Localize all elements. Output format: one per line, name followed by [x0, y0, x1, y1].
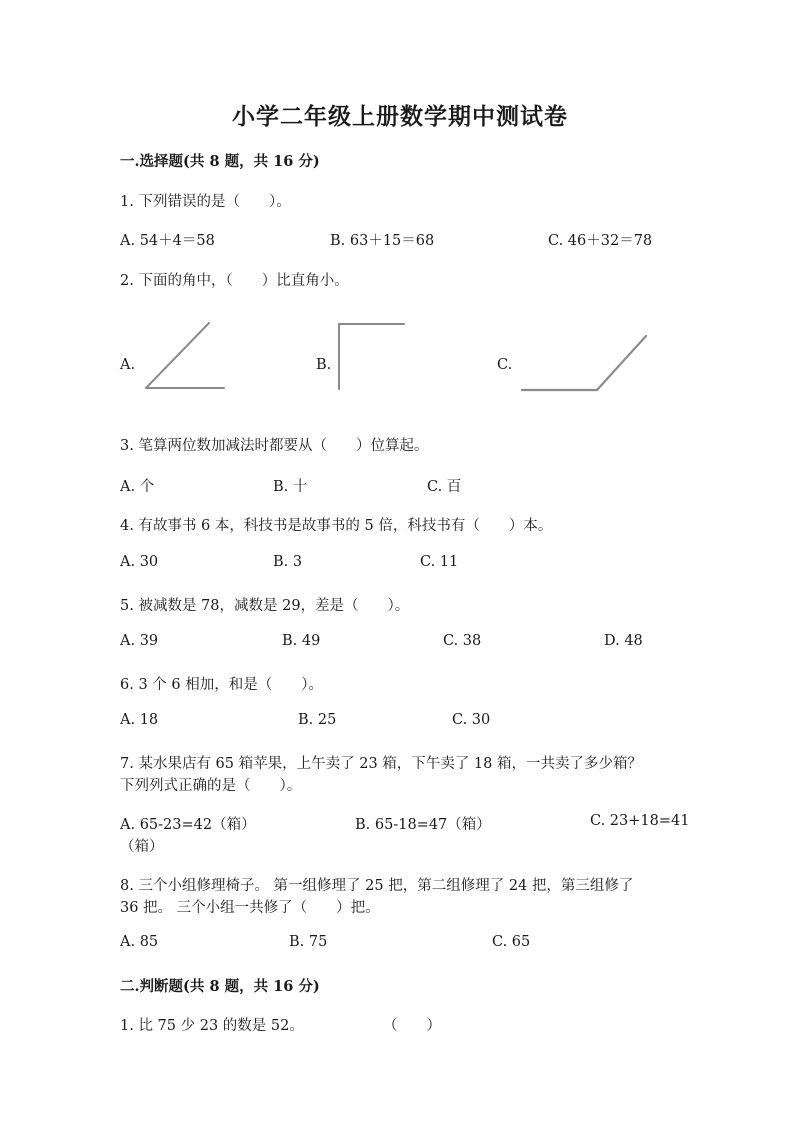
judgement-1-answer-blank: （ ） — [383, 1018, 441, 1034]
acute-angle-figure — [146, 323, 224, 388]
question-3-option-a: A. 个 — [120, 479, 155, 495]
page-title: 小学二年级上册数学期中测试卷 — [232, 103, 568, 130]
question-3-option-c: C. 百 — [427, 479, 462, 495]
question-2-option-c: C. — [497, 357, 513, 373]
obtuse-angle-figure — [522, 336, 646, 390]
question-2-option-b: B. — [316, 357, 332, 373]
question-8-option-c: C. 65 — [492, 934, 531, 950]
question-2-stem: 2. 下面的角中，（ ）比直角小。 — [120, 273, 349, 289]
question-8-option-a: A. 85 — [120, 934, 159, 950]
question-5-stem: 5. 被减数是 78，减数是 29，差是（ ）。 — [120, 598, 410, 614]
question-4-option-b: B. 3 — [273, 554, 303, 570]
question-4-option-a: A. 30 — [120, 554, 159, 570]
question-1-option-a: A. 54＋4＝58 — [120, 233, 215, 249]
question-7-option-a: A. 65-23=42（箱） — [120, 817, 256, 833]
question-8-option-b: B. 75 — [289, 934, 328, 950]
section-heading-judgement: 二.判断题(共 8 题，共 16 分) — [120, 978, 320, 995]
question-2-option-a: A. — [120, 357, 136, 373]
question-5-option-d: D. 48 — [604, 633, 643, 649]
question-4-option-c: C. 11 — [420, 554, 459, 570]
question-5-option-c: C. 38 — [443, 633, 482, 649]
question-1-option-c: C. 46＋32＝78 — [548, 233, 653, 249]
question-5-option-a: A. 39 — [120, 633, 159, 649]
question-7-stem-line1: 7. 某水果店有 65 箱苹果，上午卖了 23 箱，下午卖了 18 箱，一共卖了多少箱？ — [120, 756, 642, 772]
question-8-stem-line1: 8. 三个小组修理椅子。 第一组修理了 25 把，第二组修理了 24 把，第三组修了 — [120, 878, 634, 894]
question-6-stem: 6. 3 个 6 相加，和是（ ）。 — [120, 677, 323, 693]
question-6-option-a: A. 18 — [120, 712, 159, 728]
question-6-option-c: C. 30 — [452, 712, 491, 728]
question-7-stem-line2: 下列列式正确的是（ ）。 — [120, 778, 302, 794]
question-3-option-b: B. 十 — [273, 479, 308, 495]
question-4-stem: 4. 有故事书 6 本，科技书是故事书的 5 倍，科技书有（ ）本。 — [120, 518, 553, 534]
question-3-stem: 3. 笔算两位数加减法时都要从（ ）位算起。 — [120, 438, 429, 454]
judgement-1-stem: 1. 比 75 少 23 的数是 52。 — [120, 1018, 304, 1034]
question-6-option-b: B. 25 — [298, 712, 337, 728]
question-5-option-b: B. 49 — [282, 633, 321, 649]
question-1-option-b: B. 63＋15＝68 — [330, 233, 435, 249]
question-1-stem: 1. 下列错误的是（ ）。 — [120, 194, 291, 210]
section-heading-choice: 一.选择题(共 8 题，共 16 分) — [120, 153, 320, 170]
question-7-option-wrap: （箱） — [120, 839, 164, 855]
right-angle-figure — [339, 324, 404, 389]
question-7-option-c: C. 23+18=41 — [590, 813, 690, 829]
question-8-stem-line2: 36 把。 三个小组一共修了（ ）把。 — [120, 900, 380, 916]
question-7-option-b: B. 65-18=47（箱） — [355, 817, 491, 833]
